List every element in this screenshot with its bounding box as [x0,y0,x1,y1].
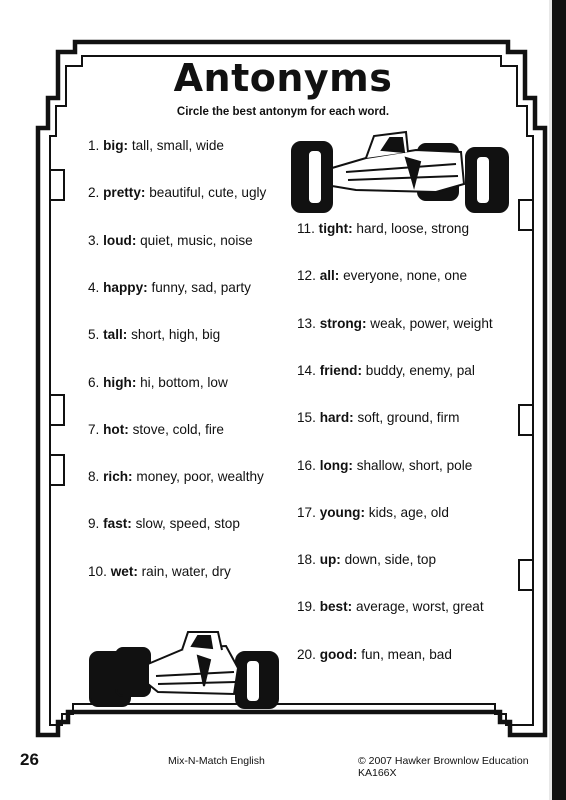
item-options[interactable]: stove, cold, fire [132,421,224,437]
copyright: © 2007 Hawker Brownlow Education KA166X [358,755,529,779]
antonym-item [88,375,228,390]
item-options[interactable]: money, poor, wealthy [136,469,264,485]
item-number: 4. [88,279,100,295]
antonym-item [297,221,469,236]
item-options[interactable]: buddy, enemy, pal [365,362,475,378]
item-number: 2. [88,185,100,201]
item-number: 15. [297,410,316,426]
antonym-item [297,268,467,283]
item-options[interactable]: short, high, big [131,327,221,343]
item-number: 16. [297,457,316,473]
item-number: 13. [297,315,316,331]
item-number: 12. [297,268,316,284]
item-options[interactable]: kids, age, old [368,504,449,520]
item-number: 20. [297,646,316,662]
antonym-item [88,422,224,437]
item-word: up: [319,552,341,568]
item-options[interactable]: average, worst, great [355,599,484,615]
item-number: 8. [88,469,100,485]
item-options[interactable]: rain, water, dry [141,563,231,579]
item-word: rich: [103,469,133,485]
item-word: all: [319,268,340,284]
item-number: 5. [88,327,100,343]
item-options[interactable]: slow, speed, stop [135,516,240,532]
item-number: 19. [297,599,316,615]
item-word: tall: [103,327,128,343]
item-word: tight: [318,221,353,236]
antonym-item [88,280,251,295]
antonym-item [88,564,231,579]
item-number: 18. [297,552,316,568]
antonym-item [88,327,220,342]
antonym-item [297,552,436,567]
item-word: wet: [110,563,138,579]
item-number: 14. [297,362,316,378]
item-word: hot: [103,421,129,437]
item-number: 9. [88,516,100,532]
item-word: high: [103,374,137,390]
item-word: loud: [103,232,137,248]
item-options[interactable]: soft, ground, firm [357,410,460,426]
item-word: good: [319,646,358,662]
page-title: Antonyms [173,56,393,100]
item-word: long: [319,457,353,473]
item-options[interactable]: everyone, none, one [343,268,468,284]
item-number: 6. [88,374,100,390]
race-car-illustration-top [286,128,514,216]
item-options[interactable]: hard, loose, strong [356,221,470,236]
item-number: 7. [88,421,100,437]
instructions: Circle the best antonym for each word. [176,106,390,118]
item-word: happy: [103,279,148,295]
item-options[interactable]: shallow, short, pole [356,457,473,473]
item-word: best: [319,599,353,615]
antonym-item [297,458,472,473]
antonym-item [88,138,224,153]
antonym-item [88,469,264,484]
item-word: pretty: [103,185,146,201]
item-options[interactable]: fun, mean, bad [361,646,452,662]
item-options[interactable]: weak, power, weight [370,315,493,331]
item-number: 11. [297,221,315,236]
item-options[interactable]: beautiful, cute, ugly [149,185,267,201]
book-title: Mix-N-Match English [168,755,265,767]
antonym-item [297,647,452,662]
item-word: friend: [319,362,362,378]
antonym-item [297,316,493,331]
item-number: 10. [88,563,107,579]
antonym-item [297,505,449,520]
item-word: fast: [103,516,132,532]
item-options[interactable]: quiet, music, noise [140,232,253,248]
antonym-item [88,516,240,531]
item-number: 17. [297,504,316,520]
race-car-illustration-bottom [86,628,282,710]
antonym-item [297,599,484,614]
item-options[interactable]: hi, bottom, low [140,374,228,390]
item-word: strong: [319,315,367,331]
item-options[interactable]: funny, sad, party [151,279,251,295]
item-options[interactable]: tall, small, wide [131,138,224,153]
antonym-item [88,233,253,248]
antonym-item [88,185,266,200]
item-number: 1. [88,138,100,153]
item-word: big: [103,138,129,153]
item-number: 3. [88,232,100,248]
item-word: hard: [319,410,354,426]
item-word: young: [319,504,365,520]
antonym-item [297,410,459,425]
antonym-item [297,363,475,378]
page-number: 26 [20,750,39,769]
item-options[interactable]: down, side, top [344,552,437,568]
